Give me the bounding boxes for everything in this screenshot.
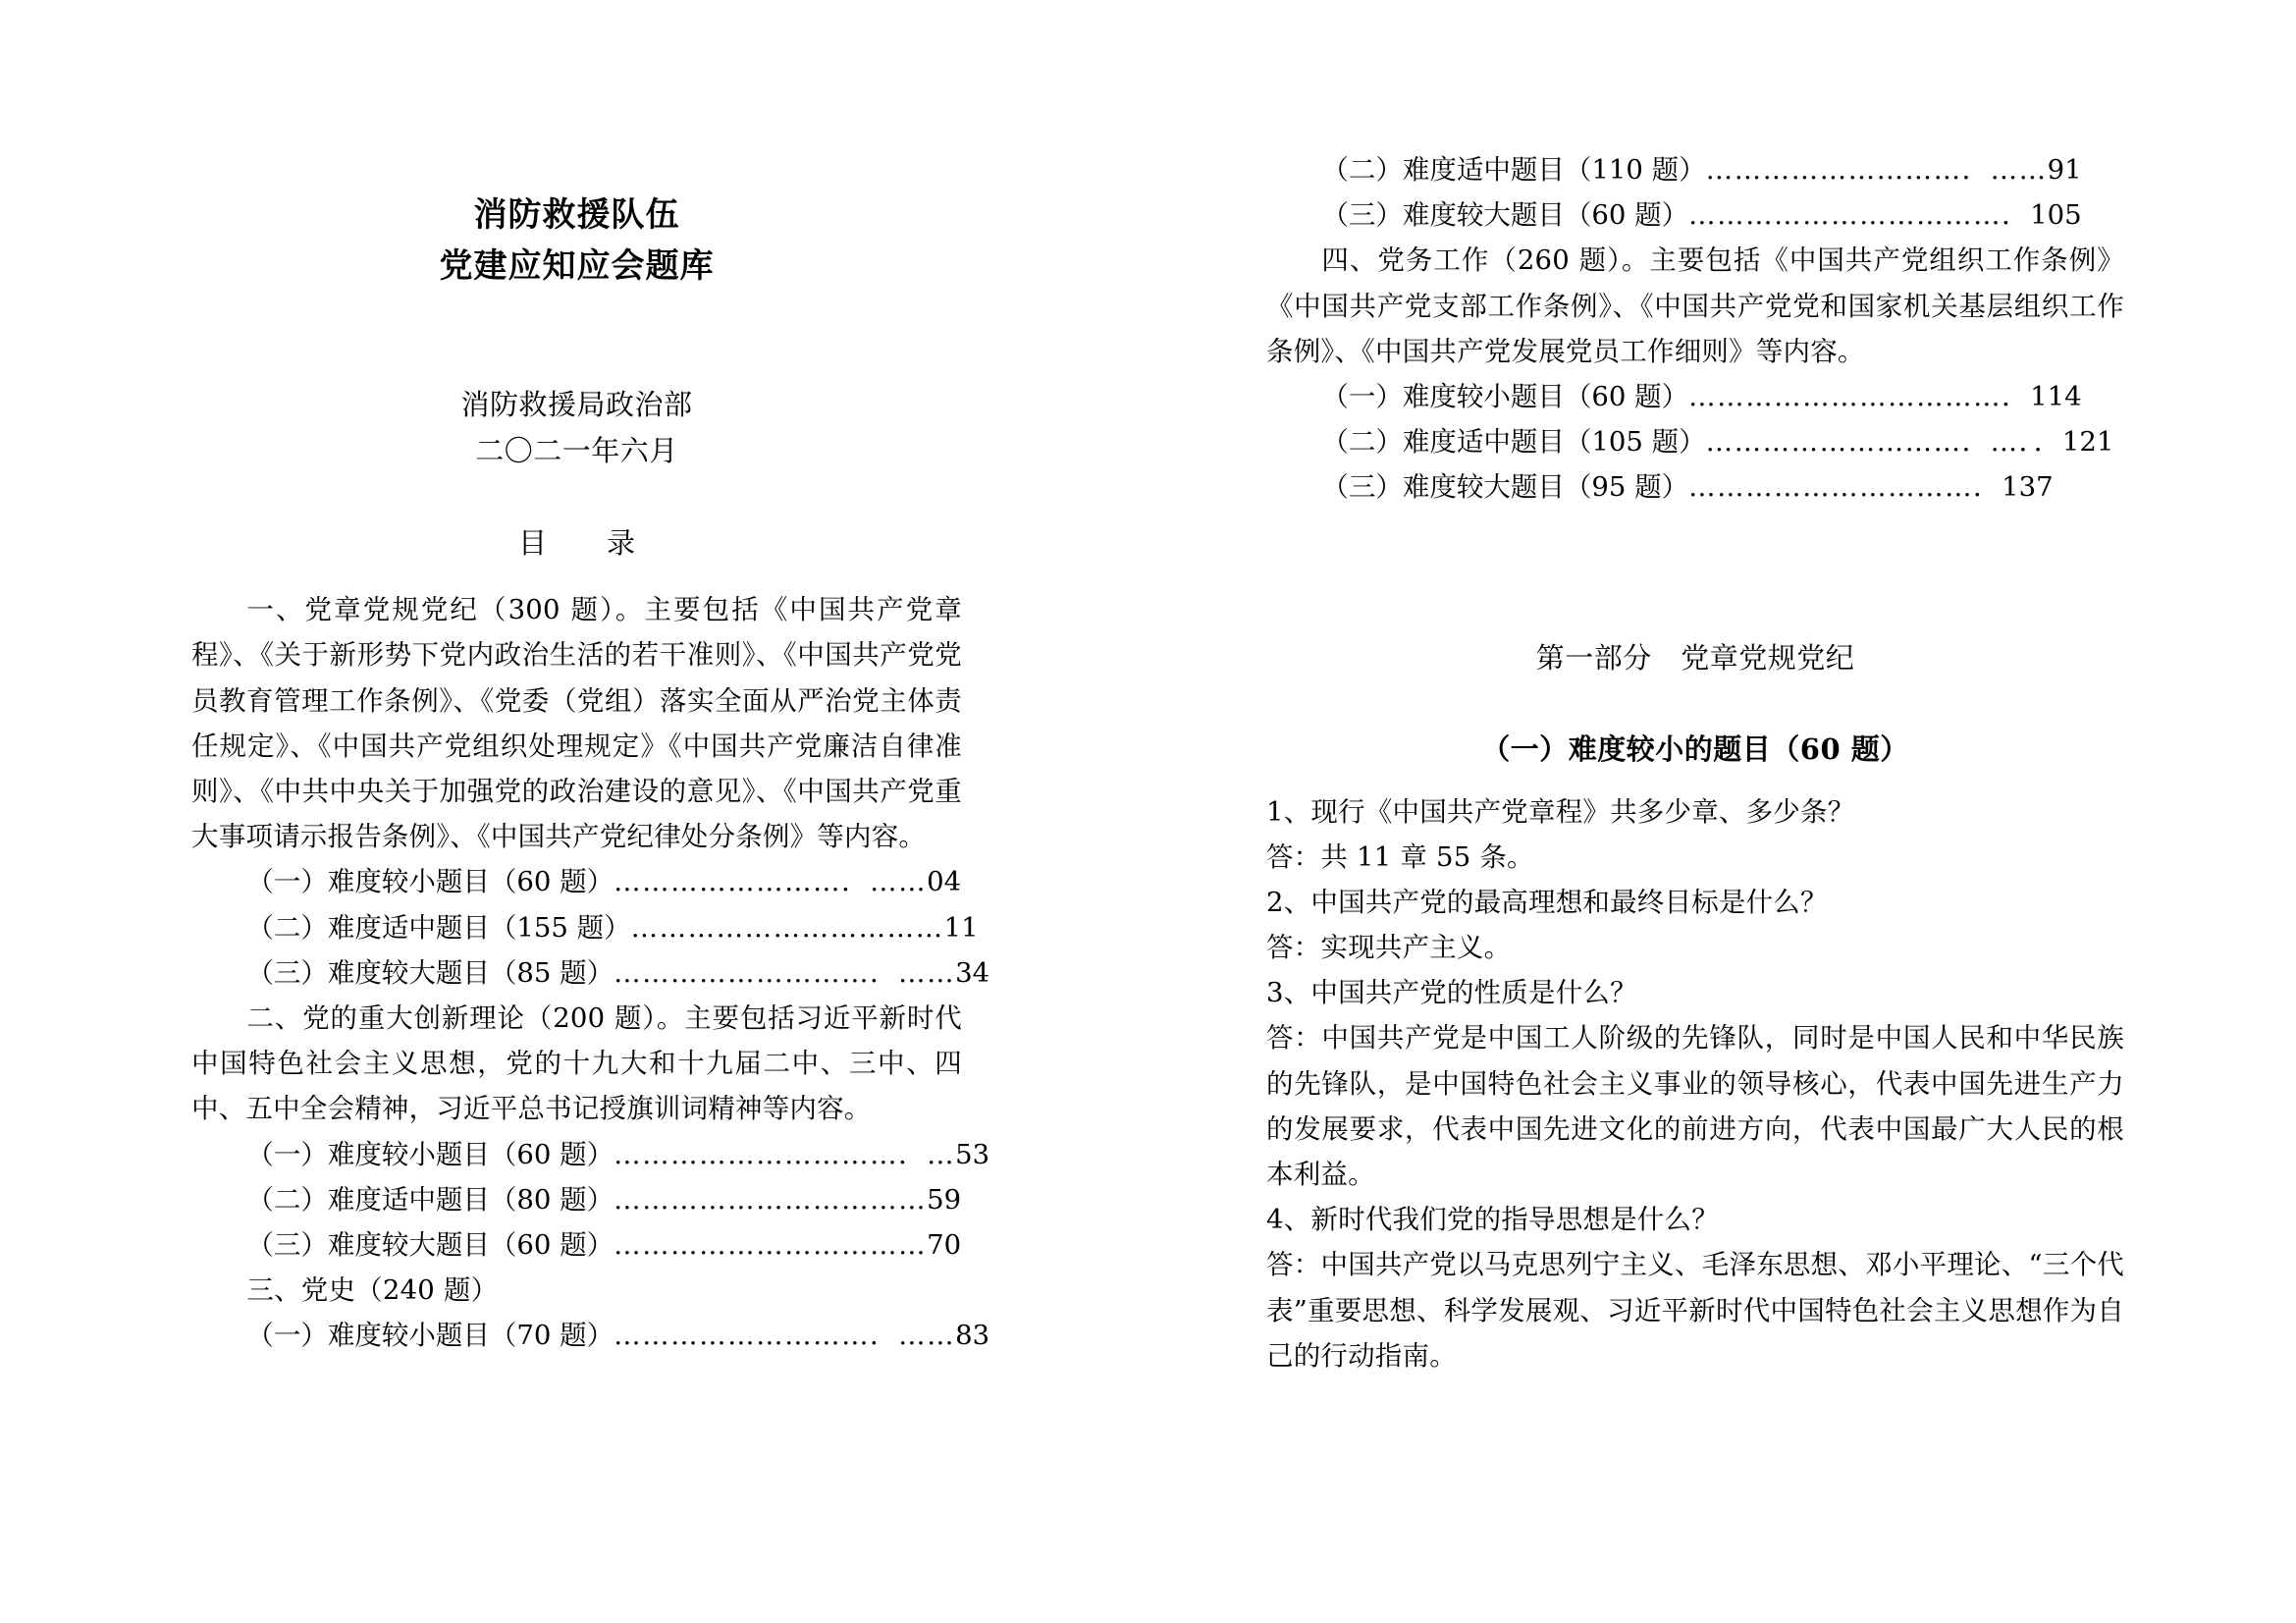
- toc-entry-label: （一）难度较小题目（60 题）: [1321, 380, 1689, 412]
- toc-entry-page: 91: [2047, 154, 2082, 186]
- qa-answer: 答：共 11 章 55 条。: [1266, 840, 1534, 873]
- toc-entry[interactable]: [1266, 147, 2124, 192]
- cover-title-line-1: 消防救援队伍: [473, 195, 680, 235]
- subsection-heading: （一）难度较小的题目（60 题）: [1481, 731, 1909, 766]
- toc-entry-page: 34: [955, 956, 990, 989]
- toc-entry-page: 121: [2061, 426, 2114, 459]
- toc-entry-dots: ……………………………．: [1688, 380, 2031, 412]
- toc-entry[interactable]: [191, 1222, 962, 1268]
- toc-entry-page: 105: [2030, 199, 2082, 232]
- toc-entry-page: 83: [955, 1320, 990, 1352]
- part-heading: 第一部分 党章党规党纪: [1535, 640, 1855, 675]
- toc-entry-page: 53: [955, 1138, 990, 1170]
- toc-entry-page: 114: [2030, 380, 2082, 412]
- toc-section-3-entries-continued: [1266, 147, 2124, 238]
- toc-section-3-entries: [191, 1313, 990, 1358]
- toc-entry-dots: ……………………．……: [614, 866, 928, 898]
- toc-entry[interactable]: [191, 859, 962, 904]
- qa-question: 4、新时代我们党的指导思想是什么？: [1266, 1204, 1719, 1236]
- toc-entry-dots: ……………………………: [614, 1228, 928, 1261]
- toc-section-3-intro: 三、党史（240 题）: [246, 1274, 499, 1307]
- toc-heading: 目 录: [517, 526, 651, 561]
- toc-entry-dots: …………………………．: [1688, 471, 2002, 504]
- toc-entry-dots: ………………………．…．．: [1705, 426, 2062, 459]
- toc-entry-label: （二）难度适中题目（80 题）: [246, 1183, 614, 1216]
- toc-entry[interactable]: [1266, 192, 2124, 238]
- toc-entry-dots: ……………………………: [630, 911, 944, 944]
- toc-entry-label: （三）难度较大题目（85 题）: [246, 956, 614, 989]
- toc-entry-dots: ………………………．……: [614, 956, 956, 989]
- toc-entry-page: 70: [927, 1228, 962, 1261]
- toc-entry-label: （二）难度适中题目（110 题）: [1321, 154, 1706, 186]
- toc-entry-page: 137: [2002, 471, 2054, 504]
- toc-section-4-intro: 四、党务工作（260 题）。主要包括《中国共产党组织工作条例》《中国共产党支部工作条例》、《中国共产党党和国家机关基层组织工作条例》、《中国共产党发展党员工作细则》等内容。: [1266, 244, 2124, 367]
- right-page: [1109, 0, 2296, 1623]
- cover-title: [191, 190, 962, 292]
- qa-answer: 答：中国共产党是中国工人阶级的先锋队，同时是中国人民和中华民族的先锋队，是中国特色社会主义事业的领导核心，代表中国先进生产力的发展要求，代表中国先进文化的前进方向，代表中国最广大人民的根本利益。: [1266, 1022, 2124, 1190]
- toc-entry-label: （一）难度较小题目（70 题）: [246, 1320, 614, 1352]
- toc-entry-page: 11: [943, 911, 979, 944]
- toc-entry-dots: ………………………．……: [1705, 154, 2048, 186]
- toc-entry[interactable]: [191, 1132, 990, 1177]
- toc-entry-label: （二）难度适中题目（105 题）: [1321, 426, 1706, 459]
- cover-organization-block: [191, 382, 962, 474]
- toc-entry-page: 04: [927, 866, 962, 898]
- toc-section-4-entries: [1266, 374, 2124, 511]
- toc-section-2-entries: [191, 1132, 990, 1269]
- cover-date: 二〇二一年六月: [475, 434, 678, 468]
- toc-entry-dots: ……………………………: [614, 1183, 928, 1216]
- qa-answer: 答：中国共产党以马克思列宁主义、毛泽东思想、邓小平理论、“三个代表”重要思想、科学发展观、习近平新时代中国特色社会主义思想作为自己的行动指南。: [1266, 1249, 2124, 1372]
- toc-entry-label: （一）难度较小题目（60 题）: [246, 866, 614, 898]
- qa-answer: 答：实现共产主义。: [1266, 932, 1512, 964]
- toc-entry-label: （二）难度适中题目（155 题）: [246, 911, 631, 944]
- toc-entry[interactable]: [191, 1177, 962, 1222]
- toc-section-2-intro: 二、党的重大创新理论（200 题）。主要包括习近平新时代中国特色社会主义思想，党的十九大和十九届二中、三中、四中、五中全会精神，习近平总书记授旗训词精神等内容。: [191, 1001, 962, 1125]
- toc-entry[interactable]: [191, 1313, 990, 1358]
- toc-entry[interactable]: [1266, 374, 2124, 419]
- toc-entry[interactable]: [191, 950, 990, 996]
- toc-entry-label: （三）难度较大题目（95 题）: [1321, 471, 1689, 504]
- toc-section-1-intro: 一、党章党规党纪（300 题）。主要包括《中国共产党章程》、《关于新形势下党内政治生活的若干准则》、《中国共产党党员教育管理工作条例》、《党委（党组）落实全面从严治党主体责任规定》、《中国共产党组织处理规定》《中国共产党廉洁自律准则》、《中共中央关于加强党的政治建设的意见》、《中国共产党重大事项请示报告条例》、《中国共产党纪律处分条例》等内容。: [191, 594, 962, 853]
- qa-question: 2、中国共产党的最高理想和最终目标是什么？: [1266, 886, 1828, 918]
- toc-entry-dots: ……………………………．: [1688, 199, 2031, 232]
- cover-title-line-2: 党建应知应会题库: [439, 245, 715, 286]
- cover-organization: 消防救援局政治部: [460, 388, 693, 422]
- toc-section-1-entries: [191, 859, 990, 996]
- qa-question: 1、现行《中国共产党章程》共多少章、多少条？: [1266, 795, 1855, 828]
- left-page: [0, 0, 1109, 1623]
- toc-entry[interactable]: [1266, 419, 2124, 464]
- toc-entry-label: （三）难度较大题目（60 题）: [246, 1228, 614, 1261]
- qa-question: 3、中国共产党的性质是什么？: [1266, 977, 1637, 1009]
- qa-list: [1266, 789, 2124, 1379]
- toc-entry-page: 59: [927, 1183, 962, 1216]
- toc-entry-label: （三）难度较大题目（60 题）: [1321, 199, 1689, 232]
- toc-entry[interactable]: [1266, 464, 2124, 510]
- toc-entry-dots: …………………………．…: [614, 1138, 956, 1170]
- toc-entry-dots: ………………………．……: [614, 1320, 956, 1352]
- toc-entry[interactable]: [191, 905, 979, 950]
- toc-entry-label: （一）难度较小题目（60 题）: [246, 1138, 614, 1170]
